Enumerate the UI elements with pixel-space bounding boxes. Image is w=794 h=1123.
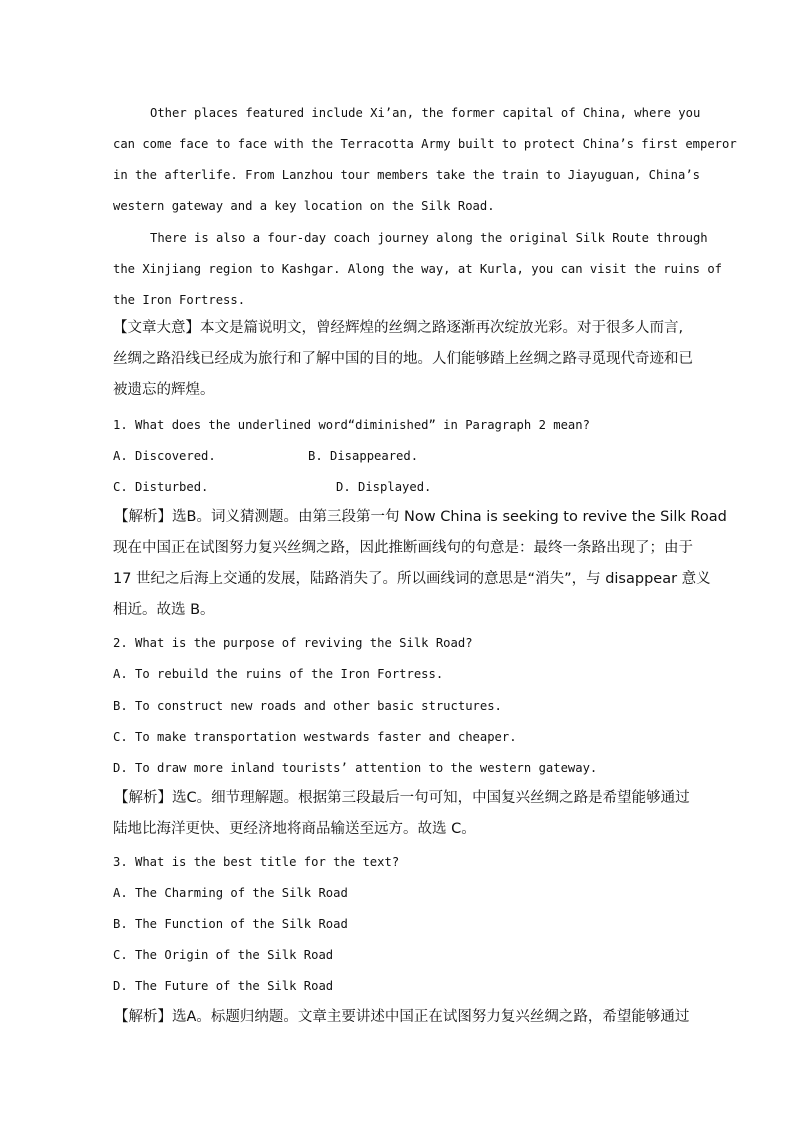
question-stem: 3. What is the best title for the text?	[113, 855, 400, 869]
option-d: D. The Future of the Silk Road	[113, 979, 334, 993]
question-stem: 2. What is the purpose of reviving the Silk Road?	[113, 636, 473, 650]
passage-line: Other places featured include Xi’an, the former capital of China, where you	[150, 106, 701, 120]
analysis-line: 【解析】选B。词义猜测题。由第三段第一句 Now China is seeking to revive the Silk Road	[114, 509, 727, 525]
analysis-line: 相近。故选 B。	[113, 602, 215, 618]
passage-line: western gateway and a key location on the Silk Road.	[113, 199, 495, 213]
question-stem: 1. What does the underlined word“diminished” in Paragraph 2 mean?	[113, 418, 590, 432]
analysis-line: 现在中国正在试图努力复兴丝绸之路，因此推断画线句的句意是：最终一条路出现了；由于	[113, 540, 693, 556]
analysis-line: 【解析】选C。细节理解题。根据第三段最后一句可知，中国复兴丝绸之路是希望能够通过	[114, 790, 690, 806]
option-a: A. To rebuild the ruins of the Iron Fortress.	[113, 667, 444, 681]
summary-line: 丝绸之路沿线已经成为旅行和了解中国的目的地。人们能够踏上丝绸之路寻觅现代奇迹和已	[113, 351, 693, 367]
option-b: B. Disappeared.	[308, 449, 419, 463]
option-c: C. Disturbed.	[113, 480, 209, 494]
passage-line: There is also a four-day coach journey along the original Silk Route through	[150, 231, 708, 245]
analysis-tag: 【解析】	[114, 1009, 172, 1025]
summary-line: 被遗忘的辉煌。	[113, 382, 215, 398]
analysis-line: 17 世纪之后海上交通的发展，陆路消失了。所以画线词的意思是“消失”，与 disappear 意义	[113, 571, 711, 587]
option-c: C. To make transportation westwards faster and cheaper.	[113, 730, 517, 744]
passage-line: the Xinjiang region to Kashgar. Along the way, at Kurla, you can visit the ruins of	[113, 262, 723, 276]
passage-line: can come face to face with the Terracotta Army built to protect China’s first emperor	[113, 137, 737, 151]
option-a: A. Discovered.	[113, 449, 216, 463]
analysis-tag: 【解析】	[114, 509, 172, 525]
option-b: B. The Function of the Silk Road	[113, 917, 348, 931]
summary-tag: 【文章大意】	[113, 320, 200, 336]
analysis-line: 陆地比海洋更快、更经济地将商品输送至远方。故选 C。	[113, 821, 476, 837]
option-c: C. The Origin of the Silk Road	[113, 948, 334, 962]
analysis-tag: 【解析】	[114, 790, 172, 806]
passage-line: the Iron Fortress.	[113, 293, 246, 307]
passage-line: in the afterlife. From Lanzhou tour members take the train to Jiayuguan, China’s	[113, 168, 700, 182]
option-a: A. The Charming of the Silk Road	[113, 886, 348, 900]
option-d: D. To draw more inland tourists’ attention to the western gateway.	[113, 761, 598, 775]
option-d: D. Displayed.	[336, 480, 432, 494]
analysis-line: 【解析】选A。标题归纳题。文章主要讲述中国正在试图努力复兴丝绸之路，希望能够通过	[114, 1009, 690, 1025]
option-b: B. To construct new roads and other basic structures.	[113, 699, 502, 713]
summary-line: 【文章大意】本文是篇说明文，曾经辉煌的丝绸之路逐渐再次绽放光彩。对于很多人而言,	[113, 320, 684, 336]
